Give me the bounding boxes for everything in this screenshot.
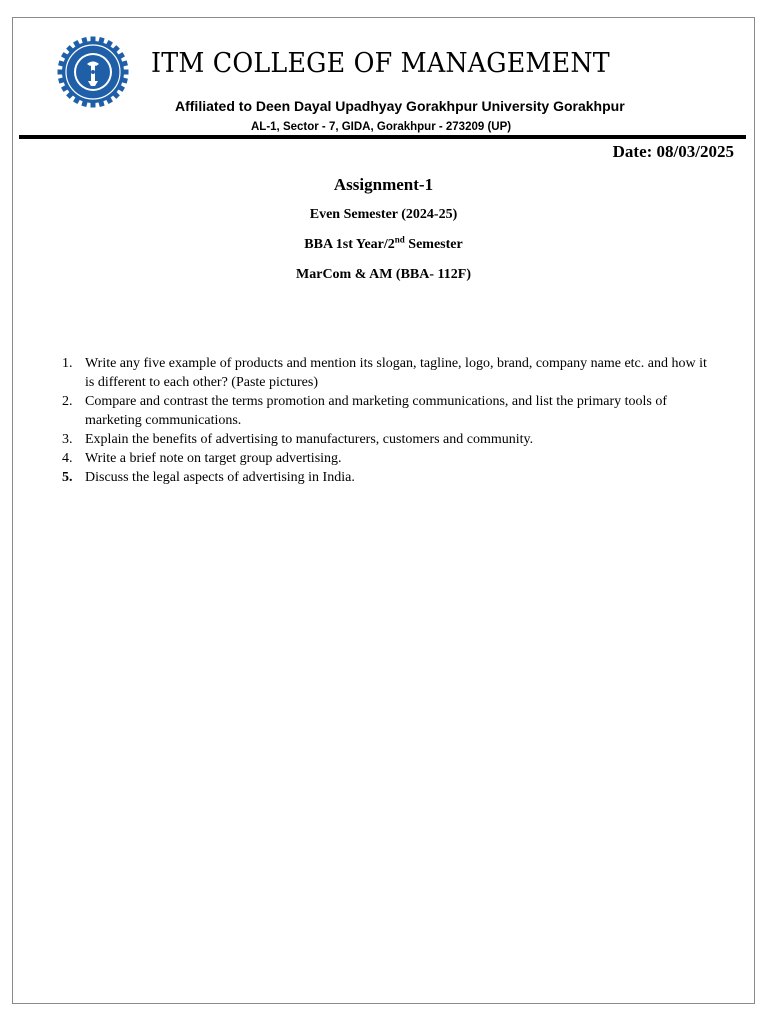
question-number: 2. [62,394,73,409]
document-date: Date: 08/03/2025 [612,142,734,161]
year-line [13,234,754,253]
question-item [59,392,719,430]
year-suffix: Semester [404,237,463,252]
question-item [59,354,719,392]
question-text: Write a brief note on target group advertising. [85,451,342,466]
question-text: Explain the benefits of advertising to manufacturers, customers and community. [85,432,534,447]
college-name: ITM COLLEGE OF MANAGEMENT [151,48,610,79]
question-number: 1. [62,356,73,371]
question-item [59,468,719,487]
affiliation-text: Affiliated to Deen Dayal Upadhyay Gorakhpur University Gorakhpur [175,98,625,114]
course-line: MarCom & AM (BBA- 112F) [296,267,471,282]
header-divider [19,135,746,139]
question-number: 4. [62,451,73,466]
year-prefix: BBA 1st Year/2 [304,237,395,252]
college-seal-icon [55,34,131,110]
question-item [59,449,719,468]
question-item [59,430,719,449]
question-text: Compare and contrast the terms promotion and marketing communications, and list the primary tools of marketing communications. [85,394,668,428]
question-number: 3. [62,432,73,447]
document-page [12,17,755,1004]
question-text: Write any five example of products and mention its slogan, tagline, logo, brand, company name etc. and how it is different to each other? (Paste pictures) [85,356,707,390]
address-text: AL-1, Sector - 7, GIDA, Gorakhpur - 273209 (UP) [251,121,512,133]
question-number: 5. [62,470,73,485]
question-list [59,354,719,487]
question-text: Discuss the legal aspects of advertising in India. [85,470,355,485]
year-superscript: nd [394,234,405,245]
semester-line: Even Semester (2024-25) [309,207,458,222]
assignment-title: Assignment-1 [333,175,434,194]
